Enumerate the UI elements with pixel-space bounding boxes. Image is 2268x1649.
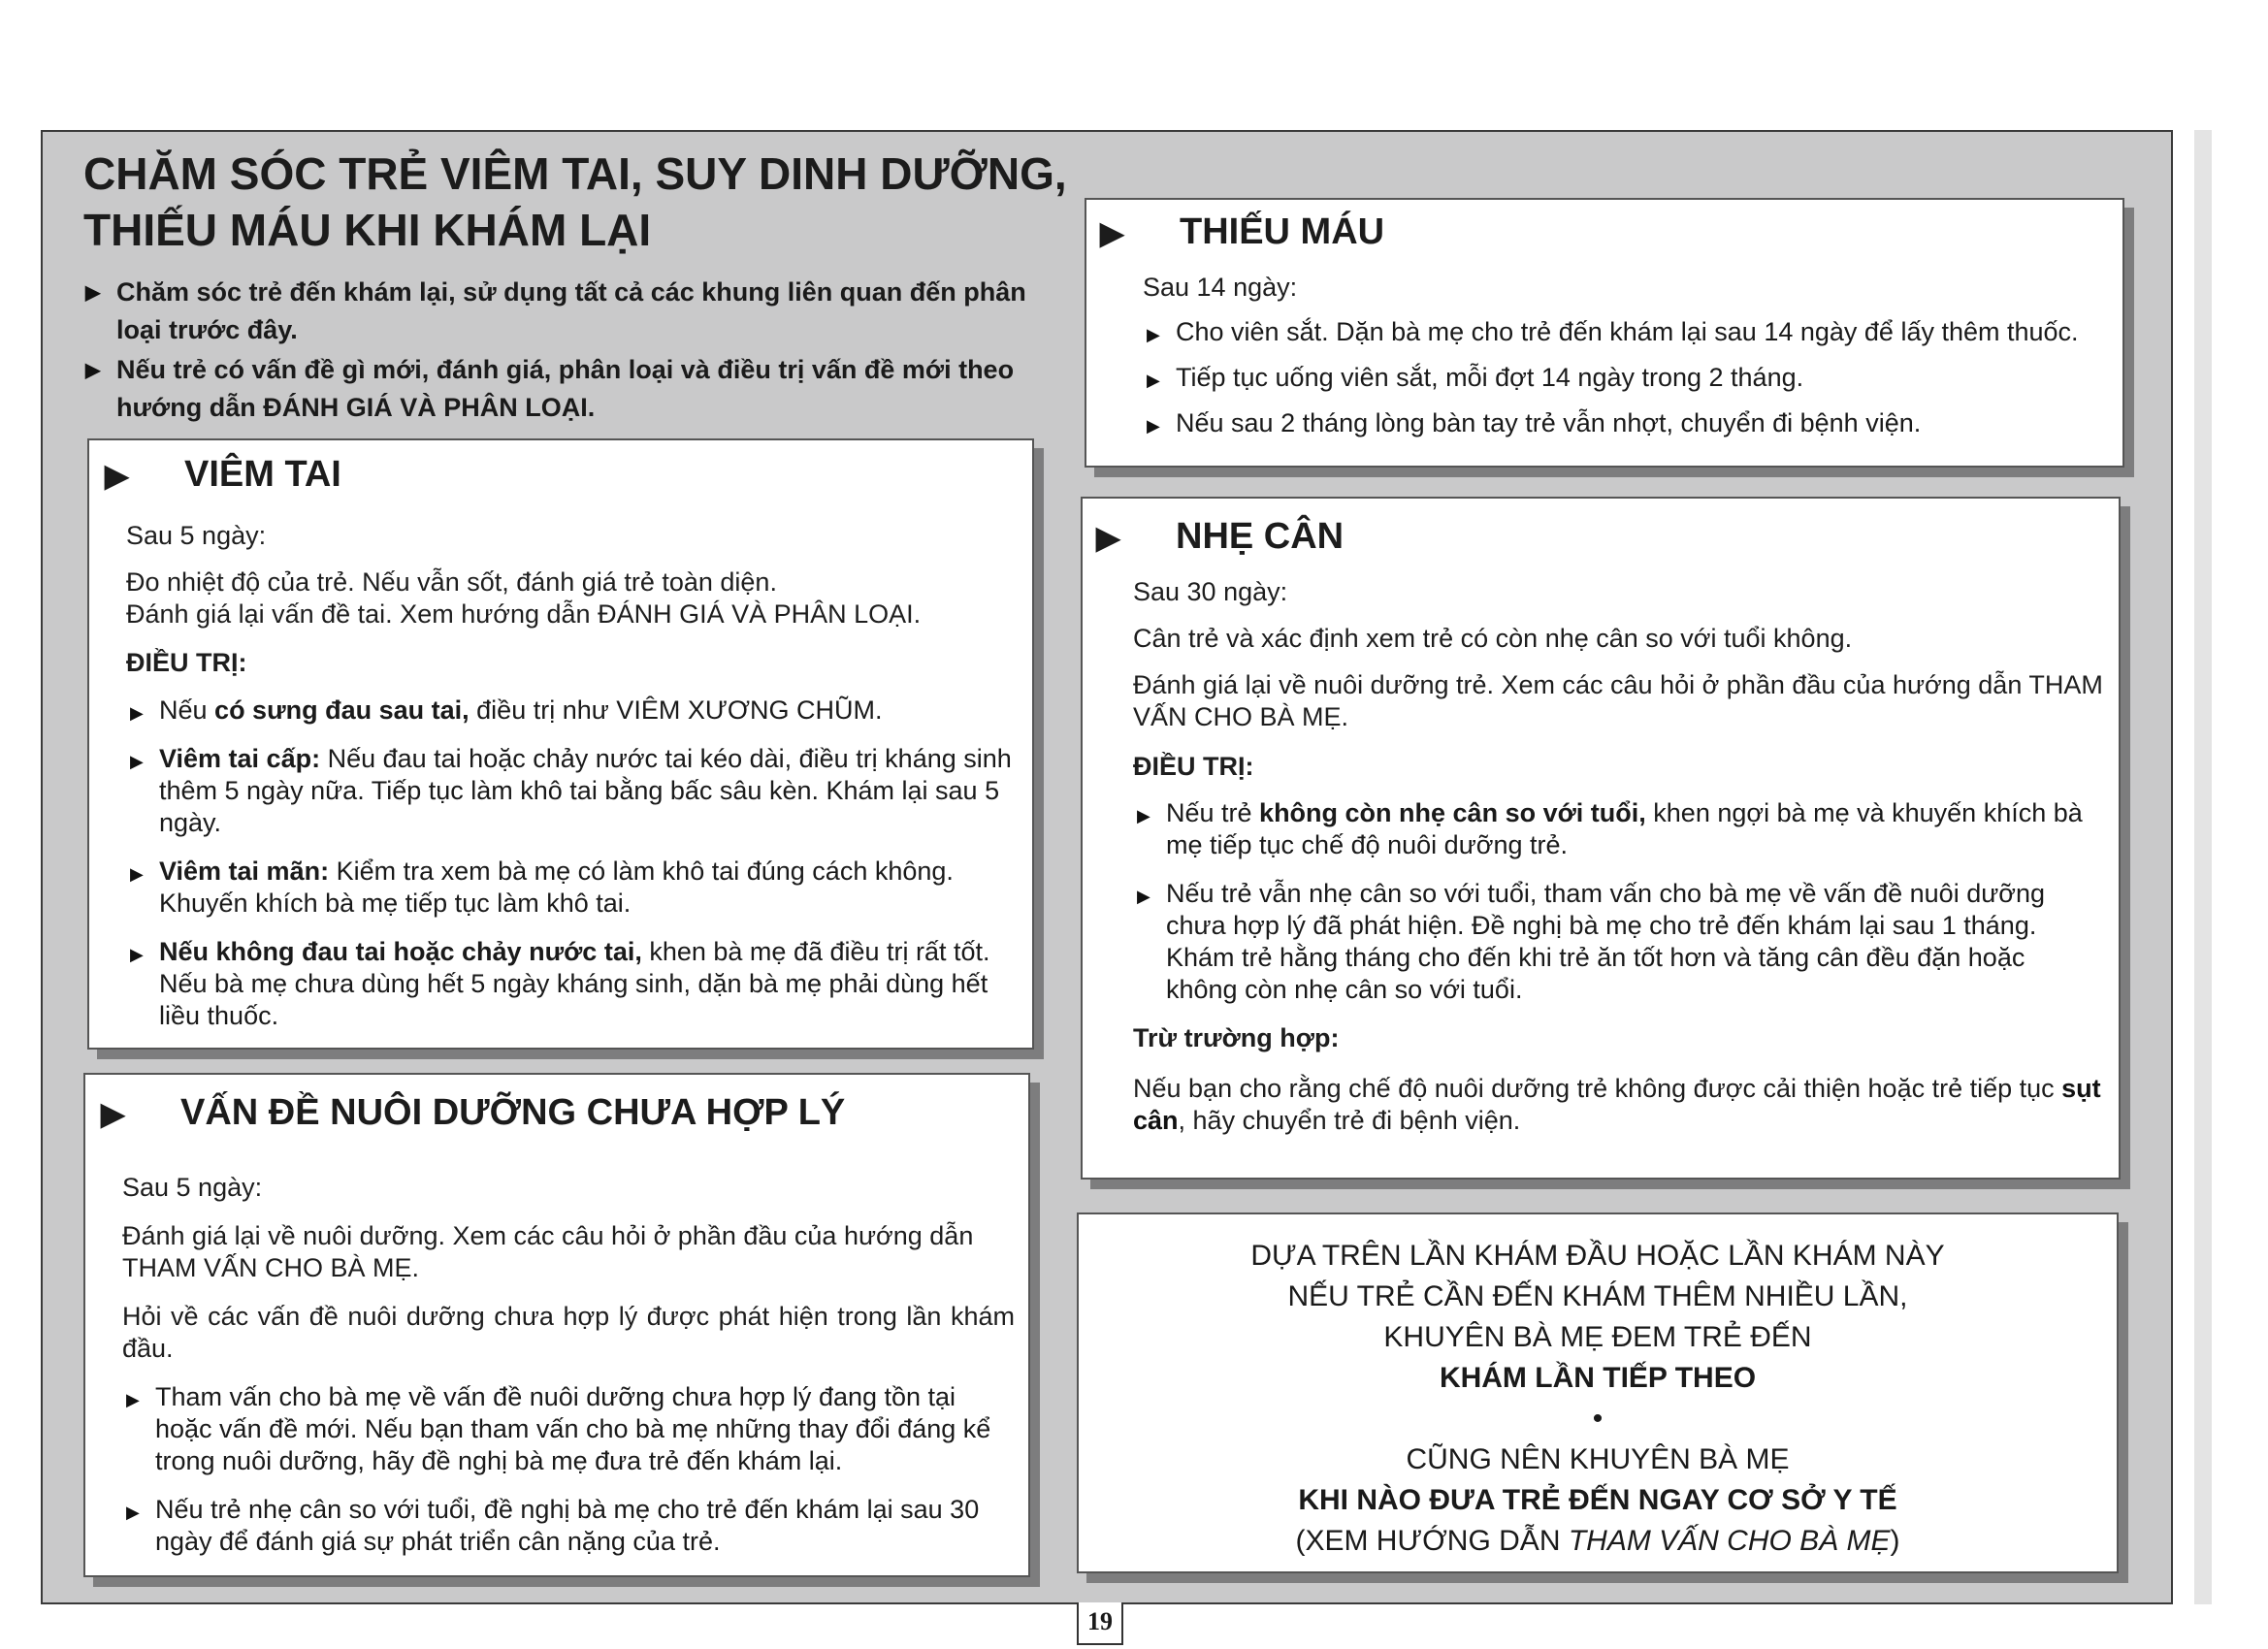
- feeding-p1: Đánh giá lại về nuôi dưỡng. Xem các câu hỏi ở phần đầu của hướng dẫn THAM VẤN CHO BÀ MẸ.: [122, 1221, 974, 1282]
- bullet-dot-icon: •: [1592, 1403, 1604, 1435]
- ear-infection-box: [87, 438, 1034, 1050]
- list-item: ▶ Viêm tai mãn: Kiểm tra xem bà mẹ có làm khô tai đúng cách không. Khuyến khích bà mẹ tiếp tục làm khô tai.: [130, 857, 954, 918]
- arrow-right-icon: ▶: [1096, 520, 1120, 555]
- ear-infection-heading: ▶ VIÊM TAI: [105, 454, 341, 495]
- arrow-right-icon: ▶: [101, 1096, 125, 1131]
- list-item: ▶ Tham vấn cho bà mẹ về vấn đề nuôi dưỡng chưa hợp lý đang tồn tại hoặc vấn đề mới. Nếu bạn tham vấn cho bà mẹ những thay đổi đáng kể trong nuôi dưỡng, hãy đề nghị bà mẹ đưa trẻ đến khám lại.: [126, 1382, 991, 1475]
- follow-up-reminder-box: [1077, 1212, 2119, 1573]
- triangle-bullet-icon: ▶: [130, 945, 144, 964]
- underweight-heading: ▶ NHẸ CÂN: [1096, 516, 1345, 557]
- anemia-heading: ▶ THIẾU MÁU: [1100, 211, 1385, 252]
- underweight-list: [1133, 797, 2103, 1022]
- anemia-list: [1143, 316, 2113, 453]
- intro-list: [83, 274, 1053, 429]
- triangle-bullet-icon: ▶: [1137, 806, 1150, 825]
- arrow-right-icon: ▶: [105, 458, 129, 493]
- triangle-bullet-icon: ▶: [85, 282, 101, 304]
- triangle-bullet-icon: ▶: [1137, 887, 1150, 906]
- triangle-bullet-icon: ▶: [130, 752, 144, 771]
- list-item: ▶ Viêm tai cấp: Nếu đau tai hoặc chảy nước tai kéo dài, điều trị kháng sinh thêm 5 ngày nữa. Tiếp tục làm khô tai bằng bấc sâu kèn. Khám lại sau 5 ngày.: [130, 744, 1012, 837]
- ear-p2: Đánh giá lại vấn đề tai. Xem hướng dẫn ĐÁNH GIÁ VÀ PHÂN LOẠI.: [126, 599, 922, 629]
- triangle-bullet-icon: ▶: [130, 864, 144, 884]
- reminder-line-6: KHI NÀO ĐƯA TRẺ ĐẾN NGAY CƠ SỞ Y TẾ: [1298, 1484, 1897, 1516]
- underweight-p2: Đánh giá lại về nuôi dưỡng trẻ. Xem các câu hỏi ở phần đầu của hướng dẫn THAM VẤN CHO BÀ MẸ.: [1133, 670, 2103, 731]
- anemia-box: [1085, 198, 2124, 468]
- triangle-bullet-icon: ▶: [130, 703, 144, 723]
- reminder-line-5: CŨNG NÊN KHUYÊN BÀ MẸ: [1406, 1443, 1790, 1475]
- list-item: ▶ Nếu có sưng đau sau tai, điều trị như VIÊM XƯƠNG CHŨM.: [126, 695, 1019, 727]
- list-item: ▶ Nếu trẻ không còn nhẹ cân so với tuổi, khen ngợi bà mẹ và khuyến khích bà mẹ tiếp tục chế độ nuôi dưỡng trẻ.: [1137, 798, 2083, 859]
- underweight-p1: Cân trẻ và xác định xem trẻ có còn nhẹ cân so với tuổi không.: [1133, 624, 1853, 653]
- ear-treatment-label: ĐIỀU TRỊ:: [126, 648, 247, 677]
- reminder-line-2: NẾU TRẺ CẦN ĐẾN KHÁM THÊM NHIỀU LẦN,: [1287, 1280, 1908, 1312]
- intro-item: ▶ Chăm sóc trẻ đến khám lại, sử dụng tất cả các khung liên quan đến phân loại trước đây.: [83, 274, 1053, 349]
- feeding-after-days: Sau 5 ngày:: [122, 1173, 263, 1202]
- feeding-problem-heading: ▶ VẤN ĐỀ NUÔI DƯỠNG CHƯA HỢP LÝ: [101, 1092, 846, 1133]
- triangle-bullet-icon: ▶: [126, 1390, 140, 1409]
- triangle-bullet-icon: ▶: [1147, 325, 1160, 344]
- triangle-bullet-icon: ▶: [126, 1503, 140, 1522]
- underweight-after-days: Sau 30 ngày:: [1133, 577, 1288, 606]
- underweight-box: [1081, 497, 2121, 1180]
- reminder-line-1: DỰA TRÊN LẦN KHÁM ĐẦU HOẶC LẦN KHÁM NÀY: [1250, 1240, 1945, 1272]
- underweight-exception: Nếu bạn cho rằng chế độ nuôi dưỡng trẻ không được cải thiện hoặc trẻ tiếp tục sụt cân, hãy chuyển trẻ đi bệnh viện.: [1133, 1074, 2101, 1135]
- page-number: 19: [1077, 1602, 1123, 1645]
- arrow-right-icon: ▶: [1100, 215, 1124, 250]
- feeding-p2: Hỏi về các vấn đề nuôi dưỡng chưa hợp lý được phát hiện trong lần khám đầu.: [122, 1302, 1015, 1363]
- reminder-line-7: (XEM HƯỚNG DẪN THAM VẤN CHO BÀ MẸ): [1295, 1525, 1900, 1557]
- reminder-line-4: KHÁM LẦN TIẾP THEO: [1439, 1362, 1757, 1394]
- page-title: [83, 146, 1073, 258]
- intro-item: ▶ Nếu trẻ có vấn đề gì mới, đánh giá, phân loại và điều trị vấn đề mới theo hướng dẫn ĐÁNH GIÁ VÀ PHÂN LOẠI.: [83, 351, 1053, 427]
- triangle-bullet-icon: ▶: [1147, 416, 1160, 436]
- list-item: ▶ Tiếp tục uống viên sắt, mỗi đợt 14 ngày trong 2 tháng.: [1143, 362, 2113, 394]
- title-line-1: CHĂM SÓC TRẺ VIÊM TAI, SUY DINH DƯỠNG,: [83, 148, 1067, 199]
- list-item: ▶ Nếu trẻ vẫn nhẹ cân so với tuổi, tham vấn cho bà mẹ về vấn đề nuôi dưỡng chưa hợp lý đã phát hiện. Đề nghị bà mẹ cho trẻ đến khám lại sau 1 tháng. Khám trẻ hằng tháng cho đến khi trẻ ăn tốt hơn và tăng cân đều đặn hoặc không còn nhẹ cân so với tuổi.: [1137, 879, 2046, 1004]
- list-item: ▶ Nếu không đau tai hoặc chảy nước tai, khen bà mẹ đã điều trị rất tốt. Nếu bà mẹ chưa dùng hết 5 ngày kháng sinh, dặn bà mẹ phải dùng hết liều thuốc.: [130, 937, 990, 1030]
- title-line-2: THIẾU MÁU KHI KHÁM LẠI: [83, 205, 652, 255]
- list-item: ▶ Cho viên sắt. Dặn bà mẹ cho trẻ đến khám lại sau 14 ngày để lấy thêm thuốc.: [1143, 316, 2113, 348]
- feeding-list: [122, 1381, 1015, 1574]
- feeding-problem-box: [83, 1073, 1030, 1577]
- underweight-exception-label: Trừ trường hợp:: [1133, 1023, 1340, 1052]
- triangle-bullet-icon: ▶: [1147, 371, 1160, 390]
- underweight-treatment-label: ĐIỀU TRỊ:: [1133, 752, 1254, 781]
- list-item: ▶ Nếu sau 2 tháng lòng bàn tay trẻ vẫn nhợt, chuyển đi bệnh viện.: [1143, 407, 2113, 439]
- ear-p1: Đo nhiệt độ của trẻ. Nếu vẫn sốt, đánh giá trẻ toàn diện.: [126, 567, 777, 597]
- list-item: ▶ Nếu trẻ nhẹ cân so với tuổi, đề nghị bà mẹ cho trẻ đến khám lại sau 30 ngày để đánh giá sự phát triển cân nặng của trẻ.: [126, 1495, 980, 1556]
- page-edge: [2194, 130, 2212, 1604]
- ear-after-days: Sau 5 ngày:: [126, 521, 267, 550]
- triangle-bullet-icon: ▶: [85, 360, 101, 381]
- ear-treatment-list: [126, 695, 1019, 1049]
- anemia-after-days: Sau 14 ngày:: [1143, 273, 1298, 302]
- reminder-line-3: KHUYÊN BÀ MẸ ĐEM TRẺ ĐẾN: [1383, 1321, 1812, 1353]
